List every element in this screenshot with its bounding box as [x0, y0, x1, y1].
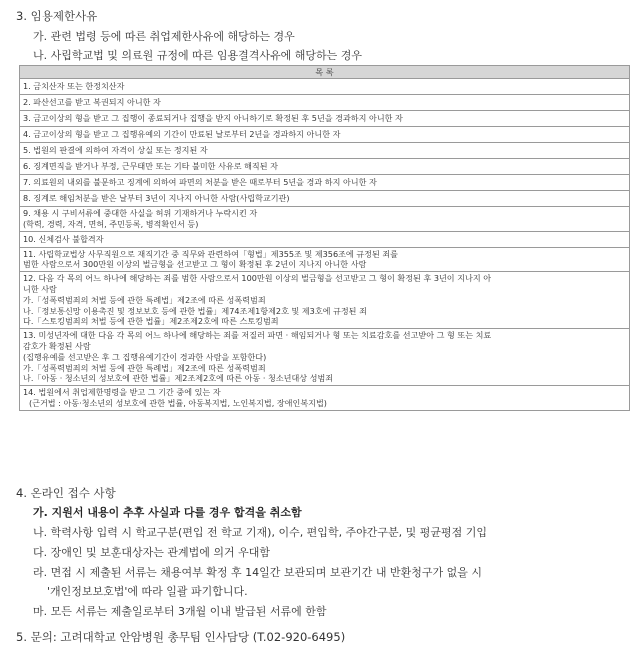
table-row: 11. 사립학교법상 사무직원으로 재직기간 중 직무와 관련하여「형법」제355조 및 제356조에 규정된 죄를 범한 사람으로서 300만원 이상의 벌금형을 선고받고 그 형이 확정된 후 2년이 지나지 아니한 사람 [20, 247, 630, 272]
table-row: 9. 채용 시 구비서류에 중대한 사실을 허위 기재하거나 누락시킨 자 (학력, 경력, 자격, 면허, 주민등록, 병적확인서 등) [20, 207, 630, 232]
section-4-item-c: 다. 장애인 및 보훈대상자는 관계법에 의거 우대함 [33, 546, 270, 559]
table-row: 10. 신체검사 불합격자 [20, 231, 630, 247]
section-4-item-d: 라. 면접 시 제출된 서류는 채용여부 확정 후 14일간 보관되며 보관기간 내 반환청구가 없을 시 [33, 566, 482, 579]
section-4-item-a: 가. 지원서 내용이 추후 사실과 다를 경우 합격을 취소함 [33, 506, 302, 519]
section-4-item-b: 나. 학력사항 입력 시 학교구분(편입 전 학교 기재), 이수, 편입학, 주야간구분, 및 평균평점 기입 [33, 526, 488, 539]
section-4-title: 4. 온라인 접수 사항 [16, 486, 116, 500]
table-row: 5. 법원의 판결에 의하여 자격이 상실 또는 정지된 자 [20, 143, 630, 159]
table-row: 7. 의료원의 내외를 불문하고 징계에 의하여 파면의 처분을 받은 때로부터 5년을 경과 하지 아니한 자 [20, 175, 630, 191]
table-row: 14. 법원에서 취업제한명령을 받고 그 기간 중에 있는 자 (근거법 : 아동·청소년의 성보호에 관한 법률, 아동복지법, 노인복지법, 장애인복지법) [20, 386, 630, 411]
table-row: 8. 징계로 해임처분을 받은 날부터 3년이 지나지 아니한 사람(사립학교기관) [20, 191, 630, 207]
table-row: 2. 파산선고를 받고 복권되지 아니한 자 [20, 95, 630, 111]
table-row: 3. 금고이상의 형을 받고 그 집행이 종료되거나 집행을 받지 아니하기로 확정된 후 5년을 경과하지 아니한 자 [20, 111, 630, 127]
disqualification-table [19, 65, 630, 411]
section-3-title: 3. 임용제한사유 [16, 9, 98, 23]
section-4-item-e: 마. 모든 서류는 제출일로부터 3개월 이내 발급된 서류에 한함 [33, 605, 327, 618]
table-row: 4. 금고이상의 형을 받고 그 집행유예의 기간이 만료된 날로부터 2년을 경과하지 아니한 자 [20, 127, 630, 143]
section-4-item-d-cont: '개인정보보호법'에 따라 일괄 파기합니다. [47, 585, 248, 598]
section-3-item-a: 가. 관련 법령 등에 따른 취업제한사유에 해당하는 경우 [33, 30, 295, 43]
table-row: 13. 미성년자에 대한 다음 각 목의 어느 하나에 해당하는 죄를 저질러 파면 · 해임되거나 형 또는 치료감호를 선고받아 그 형 또는 치료 감호가 확정된 사람 (집행유예를 선고받은 후 그 집행유예기간이 경과한 사람을 포함한다) 가.「성폭력범죄의 처벌 등에 관한 특례법」제2조에 따른 성폭력범죄 나.「아동 · 청소년의 성보호에 관한 법률」제2조제2호에 따른 아동 · 청소년대상 성범죄 [20, 329, 630, 386]
table-row: 12. 다음 각 목의 어느 하나에 해당하는 죄를 범한 사람으로서 100만원 이상의 벌금형을 선고받고 그 형이 확정된 후 3년이 지나지 아 니한 사람 가.「성폭력범죄의 처벌 등에 관한 특례법」제2조에 따른 성폭력범죄 나.「정보통신망 이용촉진 및 정보보호 등에 관한 법률」제74조제1항제2호 및 제3호에 규정된 죄 다.「스토킹범죄의 처벌 등에 관한 법률」제2조제2호에 따른 스토킹범죄 [20, 272, 630, 329]
section-3-item-b: 나. 사립학교법 및 의료원 규정에 따른 임용결격사유에 해당하는 경우 [33, 49, 362, 62]
table-header: 목 록 [20, 66, 630, 79]
table-row: 6. 징계면직을 받거나 부정, 근무태만 또는 기타 불미한 사유로 해직된 자 [20, 159, 630, 175]
table-row: 1. 금치산자 또는 한정치산자 [20, 79, 630, 95]
contact-info: 5. 문의: 고려대학교 안암병원 총무팀 인사담당 (T.02-920-6495) [16, 630, 346, 644]
